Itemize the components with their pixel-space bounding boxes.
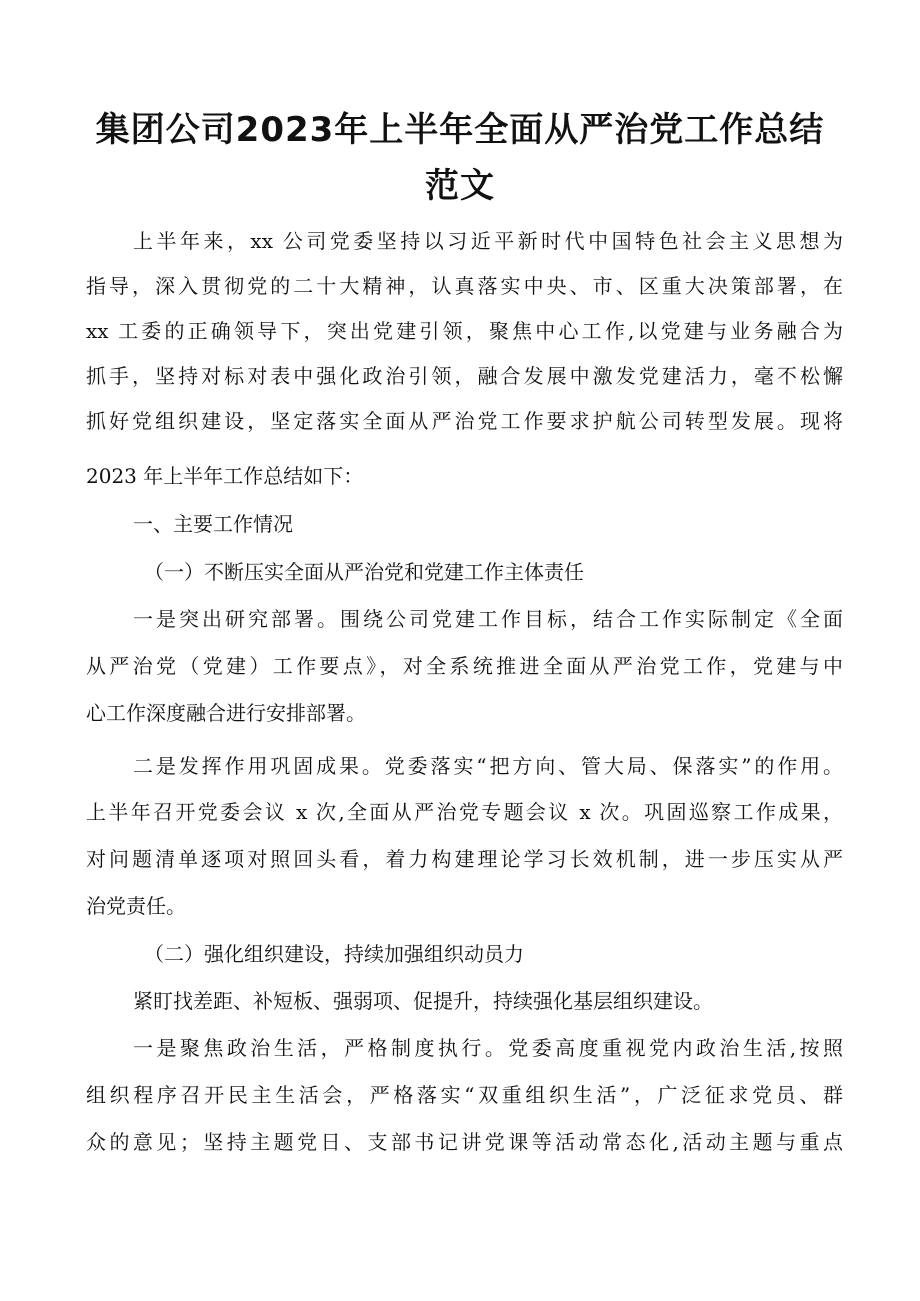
subsection-heading: （二）强化组织建设，持续加强组织动员力 bbox=[144, 942, 524, 966]
text-line: 众的意见；坚持主题党日、支部书记讲党课等活动常态化,活动主题与重点 bbox=[86, 1130, 843, 1154]
document-title: 集团公司2023年上半年全面从严治党工作总结范文 bbox=[95, 110, 825, 206]
text-line: 紧盯找差距、补短板、强弱项、促提升，持续强化基层组织建设。 bbox=[133, 989, 713, 1013]
text-line: 一是突出研究部署。围绕公司党建工作目标，结合工作实际制定《全面 bbox=[133, 607, 843, 631]
subsection-heading: （一）不断压实全面从严治党和党建工作主体责任 bbox=[144, 560, 584, 584]
text-line: 治党责任。 bbox=[86, 894, 186, 918]
text-line: 2023 年上半年工作总结如下： bbox=[86, 464, 364, 488]
text-line: 从严治党（党建）工作要点》，对全系统推进全面从严治党工作，党建与中 bbox=[86, 654, 843, 678]
section-heading: 一、主要工作情况 bbox=[133, 512, 293, 536]
text-line: 抓手，坚持对标对表中强化政治引领，融合发展中激发党建活力，毫不松懈 bbox=[86, 364, 843, 388]
text-line: xx 工委的正确领导下，突出党建引领，聚焦中心工作,以党建与业务融合为 bbox=[86, 319, 843, 343]
text-line: 二是发挥作用巩固成果。党委落实“把方向、管大局、保落实”的作用。 bbox=[133, 754, 843, 778]
text-line: 指导，深入贯彻党的二十大精神，认真落实中央、市、区重大决策部署，在 bbox=[86, 274, 843, 298]
text-line: 上半年来，xx 公司党委坚持以习近平新时代中国特色社会主义思想为 bbox=[133, 229, 843, 253]
text-line: 对问题清单逐项对照回头看，着力构建理论学习长效机制，进一步压实从严 bbox=[86, 847, 843, 871]
text-line: 心工作深度融合进行安排部署。 bbox=[86, 701, 366, 725]
text-line: 一是聚焦政治生活，严格制度执行。党委高度重视党内政治生活,按照 bbox=[133, 1036, 843, 1060]
text-line: 抓好党组织建设，坚定落实全面从严治党工作要求护航公司转型发展。现将 bbox=[86, 409, 843, 433]
text-line: 组织程序召开民主生活会，严格落实“双重组织生活”，广泛征求党员、群 bbox=[86, 1083, 843, 1107]
text-line: 上半年召开党委会议 x 次,全面从严治党专题会议 x 次。巩固巡察工作成果， bbox=[86, 800, 843, 824]
